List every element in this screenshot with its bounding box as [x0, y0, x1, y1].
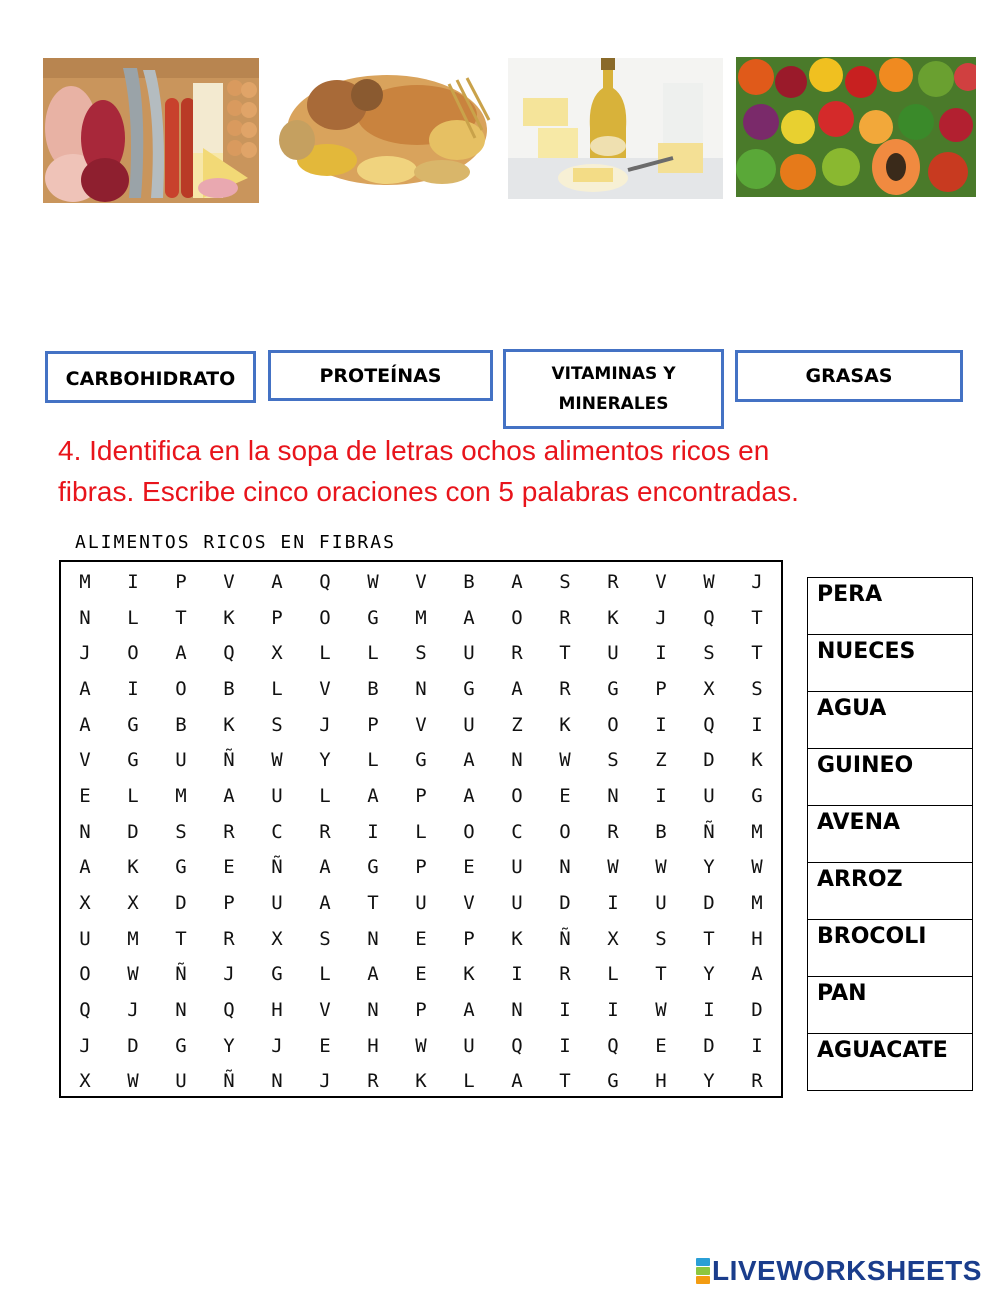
grid-letter[interactable]: V	[319, 999, 331, 1022]
grid-letter[interactable]: E	[319, 1034, 331, 1057]
grid-letter[interactable]: G	[415, 749, 427, 772]
grid-letter[interactable]: D	[127, 820, 139, 843]
grid-letter[interactable]: U	[463, 1034, 475, 1057]
grid-letter[interactable]: R	[511, 642, 523, 665]
grid-letter[interactable]: R	[751, 1070, 763, 1093]
grid-letter[interactable]: H	[271, 999, 283, 1022]
butter-oil-image	[508, 58, 723, 199]
grid-letter[interactable]: N	[559, 856, 571, 879]
grid-letter[interactable]: P	[655, 677, 667, 700]
grid-letter[interactable]: R	[223, 820, 235, 843]
fats-photo	[508, 58, 723, 199]
grid-letter[interactable]: G	[271, 963, 283, 986]
grid-letter[interactable]: X	[79, 892, 91, 915]
grid-letter[interactable]: U	[511, 856, 523, 879]
grid-letter[interactable]: K	[511, 927, 523, 950]
grid-letter[interactable]: J	[319, 713, 331, 736]
grid-letter[interactable]: I	[751, 713, 763, 736]
grid-letter[interactable]: A	[511, 1070, 523, 1093]
grid-letter[interactable]: A	[367, 784, 379, 807]
grid-letter[interactable]: D	[559, 892, 571, 915]
grid-letter[interactable]: S	[175, 820, 187, 843]
grid-letter[interactable]: J	[127, 999, 139, 1022]
grid-letter[interactable]: M	[127, 927, 139, 950]
grid-letter[interactable]: V	[655, 570, 667, 593]
grid-letter[interactable]: Y	[223, 1034, 235, 1057]
word-list-row	[808, 977, 973, 1034]
grid-letter[interactable]: T	[703, 927, 715, 950]
word-list-row	[808, 920, 973, 977]
grid-letter[interactable]: Q	[703, 606, 715, 629]
grid-row	[61, 957, 781, 993]
grid-letter[interactable]: J	[79, 642, 91, 665]
liveworksheets-logo	[696, 1255, 982, 1287]
grid-letter[interactable]: S	[319, 927, 331, 950]
grid-letter[interactable]: Q	[79, 999, 91, 1022]
grid-letter[interactable]: U	[415, 892, 427, 915]
grid-letter[interactable]: S	[751, 677, 763, 700]
grid-letter[interactable]: I	[127, 677, 139, 700]
grid-row	[61, 885, 781, 921]
grid-letter[interactable]: A	[367, 963, 379, 986]
grid-letter[interactable]: U	[703, 784, 715, 807]
grid-letter[interactable]: W	[127, 1070, 139, 1093]
category-grasas	[735, 350, 963, 402]
brand-icon	[696, 1258, 710, 1285]
grid-letter[interactable]: N	[367, 927, 379, 950]
grid-letter[interactable]: L	[271, 677, 283, 700]
grid-letter[interactable]: H	[367, 1034, 379, 1057]
vegetables-photo	[736, 57, 976, 197]
grid-letter[interactable]: I	[751, 1034, 763, 1057]
grid-letter[interactable]: G	[463, 677, 475, 700]
grid-letter[interactable]: Q	[223, 642, 235, 665]
grid-letter[interactable]: G	[127, 749, 139, 772]
grid-letter[interactable]: O	[511, 606, 523, 629]
word-list-item: AVENA	[808, 806, 973, 863]
grid-letter[interactable]: J	[655, 606, 667, 629]
grid-letter[interactable]: Ñ	[559, 927, 571, 950]
grid-letter[interactable]: E	[415, 963, 427, 986]
grid-letter[interactable]: G	[127, 713, 139, 736]
grid-letter[interactable]: W	[655, 856, 667, 879]
grid-letter[interactable]: L	[319, 784, 331, 807]
grid-letter[interactable]: L	[367, 642, 379, 665]
grid-letter[interactable]: A	[463, 606, 475, 629]
word-list-item: PAN	[808, 977, 973, 1034]
grid-letter[interactable]: K	[223, 713, 235, 736]
grid-letter[interactable]: T	[751, 642, 763, 665]
grid-letter[interactable]: R	[607, 820, 619, 843]
grid-row	[61, 992, 781, 1028]
category-vitaminas-label-line1: VITAMINAS Y	[551, 364, 676, 384]
grid-letter[interactable]: W	[127, 963, 139, 986]
grid-letter[interactable]: P	[415, 784, 427, 807]
grid-letter[interactable]: R	[607, 570, 619, 593]
grid-letter[interactable]: S	[271, 713, 283, 736]
grid-letter[interactable]: D	[175, 892, 187, 915]
grid-letter[interactable]: U	[79, 927, 91, 950]
grid-letter[interactable]: O	[463, 820, 475, 843]
grid-letter[interactable]: X	[271, 927, 283, 950]
instruction-line-1: 4. Identifica en la sopa de letras ochos alimentos ricos en	[58, 435, 770, 466]
instruction-text	[58, 430, 958, 512]
grid-letter[interactable]: M	[751, 820, 763, 843]
grid-letter[interactable]: V	[415, 713, 427, 736]
grid-letter[interactable]: P	[415, 999, 427, 1022]
grid-letter[interactable]: N	[607, 784, 619, 807]
meat-fish-eggs-image	[43, 58, 259, 203]
grid-letter[interactable]: A	[79, 713, 91, 736]
wordsearch-table	[61, 564, 781, 1099]
grid-letter[interactable]: A	[463, 749, 475, 772]
grid-letter[interactable]: A	[223, 784, 235, 807]
grid-letter[interactable]: I	[607, 892, 619, 915]
instruction-line-2: fibras. Escribe cinco oraciones con 5 palabras encontradas.	[58, 476, 799, 507]
grid-letter[interactable]: X	[607, 927, 619, 950]
grid-letter[interactable]: D	[703, 749, 715, 772]
grid-letter[interactable]: L	[319, 963, 331, 986]
grid-letter[interactable]: X	[703, 677, 715, 700]
grid-row	[61, 600, 781, 636]
grid-letter[interactable]: M	[79, 570, 91, 593]
grid-letter[interactable]: I	[559, 999, 571, 1022]
grid-letter[interactable]: D	[703, 1034, 715, 1057]
grid-letter[interactable]: I	[655, 642, 667, 665]
grid-letter[interactable]: R	[223, 927, 235, 950]
grid-letter[interactable]: L	[127, 606, 139, 629]
word-list-item: AGUA	[808, 692, 973, 749]
grid-letter[interactable]: G	[607, 677, 619, 700]
grid-letter[interactable]: L	[127, 784, 139, 807]
grid-letter[interactable]: U	[463, 642, 475, 665]
grid-letter[interactable]: N	[511, 749, 523, 772]
grid-letter[interactable]: Q	[223, 999, 235, 1022]
grid-letter[interactable]: L	[415, 820, 427, 843]
grid-letter[interactable]: O	[559, 820, 571, 843]
grid-letter[interactable]: B	[175, 713, 187, 736]
grid-letter[interactable]: V	[319, 677, 331, 700]
grid-letter[interactable]: G	[367, 606, 379, 629]
grid-letter[interactable]: K	[463, 963, 475, 986]
grid-row	[61, 635, 781, 671]
grid-letter[interactable]: I	[607, 999, 619, 1022]
grid-letter[interactable]: P	[271, 606, 283, 629]
grid-letter[interactable]: P	[367, 713, 379, 736]
grid-letter[interactable]: O	[79, 963, 91, 986]
grid-letter[interactable]: V	[79, 749, 91, 772]
grid-row	[61, 742, 781, 778]
grid-row	[61, 564, 781, 600]
grid-letter[interactable]: O	[511, 784, 523, 807]
word-list-item: ARROZ	[808, 863, 973, 920]
grid-row	[61, 850, 781, 886]
grid-letter[interactable]: W	[559, 749, 571, 772]
grid-letter[interactable]: X	[271, 642, 283, 665]
grid-letter[interactable]: I	[511, 963, 523, 986]
grid-letter[interactable]: W	[703, 570, 715, 593]
grid-letter[interactable]: L	[463, 1070, 475, 1093]
grid-letter[interactable]: Y	[319, 749, 331, 772]
grid-letter[interactable]: S	[703, 642, 715, 665]
wordsearch-title: ALIMENTOS RICOS EN FIBRAS	[75, 532, 396, 553]
grid-letter[interactable]: W	[367, 570, 379, 593]
grid-letter[interactable]: Ñ	[175, 963, 187, 986]
grid-letter[interactable]: O	[607, 713, 619, 736]
grid-letter[interactable]: U	[271, 784, 283, 807]
grid-letter[interactable]: Z	[511, 713, 523, 736]
grid-letter[interactable]: D	[703, 892, 715, 915]
grid-letter[interactable]: M	[415, 606, 427, 629]
grid-letter[interactable]: A	[511, 570, 523, 593]
grid-letter[interactable]: T	[175, 927, 187, 950]
grid-letter[interactable]: N	[79, 606, 91, 629]
grid-letter[interactable]: Ñ	[271, 856, 283, 879]
grid-letter[interactable]: A	[271, 570, 283, 593]
bread-grains-pasta-image	[267, 60, 495, 203]
grid-letter[interactable]: K	[607, 606, 619, 629]
word-list-row	[808, 806, 973, 863]
grid-letter[interactable]: W	[607, 856, 619, 879]
word-list-row	[808, 1034, 973, 1091]
grid-letter[interactable]: E	[79, 784, 91, 807]
grid-letter[interactable]: C	[271, 820, 283, 843]
grid-row	[61, 921, 781, 957]
grid-letter[interactable]: Ñ	[703, 820, 715, 843]
grid-row	[61, 671, 781, 707]
grid-letter[interactable]: A	[463, 784, 475, 807]
grid-letter[interactable]: O	[175, 677, 187, 700]
category-carbohidrato-label: CARBOHIDRATO	[65, 368, 236, 390]
grid-row	[61, 814, 781, 850]
grid-letter[interactable]: X	[127, 892, 139, 915]
grid-letter[interactable]: Ñ	[223, 1070, 235, 1093]
grid-letter[interactable]: Q	[703, 713, 715, 736]
grid-letter[interactable]: W	[271, 749, 283, 772]
grid-letter[interactable]: A	[751, 963, 763, 986]
grid-letter[interactable]: R	[367, 1070, 379, 1093]
grid-letter[interactable]: S	[655, 927, 667, 950]
grid-letter[interactable]: H	[655, 1070, 667, 1093]
category-proteinas-label: PROTEÍNAS	[319, 365, 442, 387]
grid-letter[interactable]: R	[559, 606, 571, 629]
grid-letter[interactable]: G	[367, 856, 379, 879]
grid-letter[interactable]: T	[655, 963, 667, 986]
grid-letter[interactable]: K	[751, 749, 763, 772]
word-list-row	[808, 749, 973, 806]
grid-letter[interactable]: V	[223, 570, 235, 593]
fruits-vegetables-image	[736, 57, 976, 197]
grid-letter[interactable]: Q	[511, 1034, 523, 1057]
grid-letter[interactable]: A	[319, 856, 331, 879]
word-list-item: PERA	[808, 578, 973, 635]
grid-letter[interactable]: E	[655, 1034, 667, 1057]
grid-letter[interactable]: O	[319, 606, 331, 629]
grid-letter[interactable]: S	[415, 642, 427, 665]
grid-letter[interactable]: I	[703, 999, 715, 1022]
grid-letter[interactable]: E	[223, 856, 235, 879]
grid-letter[interactable]: N	[79, 820, 91, 843]
grid-letter[interactable]: Ñ	[223, 749, 235, 772]
grid-letter[interactable]: B	[367, 677, 379, 700]
grid-letter[interactable]: U	[271, 892, 283, 915]
grid-letter[interactable]: I	[367, 820, 379, 843]
grid-letter[interactable]: V	[415, 570, 427, 593]
category-grasas-label: GRASAS	[805, 365, 893, 387]
word-list-item: BROCOLI	[808, 920, 973, 977]
grid-letter[interactable]: A	[511, 677, 523, 700]
grid-letter[interactable]: W	[751, 856, 763, 879]
grid-letter[interactable]: T	[751, 606, 763, 629]
word-list-item: NUECES	[808, 635, 973, 692]
grid-letter[interactable]: T	[367, 892, 379, 915]
grid-letter[interactable]: U	[463, 713, 475, 736]
word-list-row	[808, 692, 973, 749]
grid-letter[interactable]: B	[223, 677, 235, 700]
grid-letter[interactable]: N	[367, 999, 379, 1022]
grid-letter[interactable]: G	[175, 1034, 187, 1057]
grid-letter[interactable]: O	[127, 642, 139, 665]
grid-letter[interactable]: I	[559, 1034, 571, 1057]
grid-row	[61, 1028, 781, 1064]
grid-letter[interactable]: P	[463, 927, 475, 950]
grid-letter[interactable]: P	[223, 892, 235, 915]
grid-letter[interactable]: A	[79, 856, 91, 879]
grid-letter[interactable]: A	[463, 999, 475, 1022]
grid-letter[interactable]: J	[79, 1034, 91, 1057]
grid-letter[interactable]: L	[367, 749, 379, 772]
grid-letter[interactable]: I	[655, 784, 667, 807]
grid-letter[interactable]: W	[415, 1034, 427, 1057]
grid-row	[61, 1064, 781, 1100]
grid-letter[interactable]: T	[559, 642, 571, 665]
grid-letter[interactable]: S	[559, 570, 571, 593]
grid-letter[interactable]: U	[655, 892, 667, 915]
word-list-row	[808, 578, 973, 635]
category-vitaminas-label-line2: MINERALES	[558, 394, 669, 414]
grid-letter[interactable]: T	[175, 606, 187, 629]
grid-letter[interactable]: I	[127, 570, 139, 593]
grid-letter[interactable]: Y	[703, 963, 715, 986]
grid-letter[interactable]: D	[751, 999, 763, 1022]
grid-letter[interactable]: D	[127, 1034, 139, 1057]
grid-letter[interactable]: W	[655, 999, 667, 1022]
grid-letter[interactable]: M	[751, 892, 763, 915]
grid-letter[interactable]: K	[223, 606, 235, 629]
category-carbohidrato	[45, 351, 256, 403]
grid-letter[interactable]: S	[607, 749, 619, 772]
grid-letter[interactable]: Q	[319, 570, 331, 593]
grid-letter[interactable]: U	[607, 642, 619, 665]
carbohydrates-photo	[267, 60, 495, 203]
grid-letter[interactable]: J	[319, 1070, 331, 1093]
proteins-photo	[43, 58, 259, 203]
grid-letter[interactable]: U	[175, 749, 187, 772]
category-proteinas	[268, 350, 493, 401]
grid-letter[interactable]: Z	[655, 749, 667, 772]
grid-letter[interactable]: H	[751, 927, 763, 950]
grid-letter[interactable]: G	[175, 856, 187, 879]
grid-letter[interactable]: N	[175, 999, 187, 1022]
word-list-row	[808, 635, 973, 692]
grid-row	[61, 778, 781, 814]
word-list-item: AGUACATE	[808, 1034, 973, 1091]
grid-letter[interactable]: G	[607, 1070, 619, 1093]
grid-letter[interactable]: B	[655, 820, 667, 843]
grid-letter[interactable]: E	[559, 784, 571, 807]
grid-letter[interactable]: R	[559, 963, 571, 986]
wordsearch-grid	[59, 560, 783, 1098]
grid-letter[interactable]: N	[415, 677, 427, 700]
grid-letter[interactable]: M	[175, 784, 187, 807]
grid-letter[interactable]: L	[607, 963, 619, 986]
grid-letter[interactable]: P	[175, 570, 187, 593]
grid-letter[interactable]: A	[319, 892, 331, 915]
grid-letter[interactable]: I	[655, 713, 667, 736]
grid-letter[interactable]: B	[463, 570, 475, 593]
grid-letter[interactable]: A	[79, 677, 91, 700]
word-list	[807, 577, 973, 1091]
grid-letter[interactable]: K	[415, 1070, 427, 1093]
grid-letter[interactable]: J	[223, 963, 235, 986]
grid-letter[interactable]: P	[415, 856, 427, 879]
category-vitaminas-minerales	[503, 349, 724, 429]
grid-letter[interactable]: R	[319, 820, 331, 843]
grid-letter[interactable]: C	[511, 820, 523, 843]
grid-letter[interactable]: J	[271, 1034, 283, 1057]
brand-text: LIVEWORKSHEETS	[712, 1255, 982, 1286]
grid-letter[interactable]: N	[271, 1070, 283, 1093]
grid-letter[interactable]: A	[175, 642, 187, 665]
word-list-row	[808, 863, 973, 920]
grid-letter[interactable]: N	[511, 999, 523, 1022]
grid-letter[interactable]: R	[559, 677, 571, 700]
grid-letter[interactable]: Y	[703, 1070, 715, 1093]
grid-letter[interactable]: E	[463, 856, 475, 879]
grid-letter[interactable]: X	[79, 1070, 91, 1093]
grid-letter[interactable]: L	[319, 642, 331, 665]
grid-letter[interactable]: U	[511, 892, 523, 915]
grid-letter[interactable]: K	[559, 713, 571, 736]
grid-letter[interactable]: U	[175, 1070, 187, 1093]
grid-letter[interactable]: E	[415, 927, 427, 950]
word-list-item: GUINEO	[808, 749, 973, 806]
grid-letter[interactable]: V	[463, 892, 475, 915]
grid-letter[interactable]: K	[127, 856, 139, 879]
grid-letter[interactable]: G	[751, 784, 763, 807]
grid-letter[interactable]: Y	[703, 856, 715, 879]
grid-letter[interactable]: Q	[607, 1034, 619, 1057]
grid-letter[interactable]: T	[559, 1070, 571, 1093]
grid-letter[interactable]: J	[751, 570, 763, 593]
grid-row	[61, 707, 781, 743]
